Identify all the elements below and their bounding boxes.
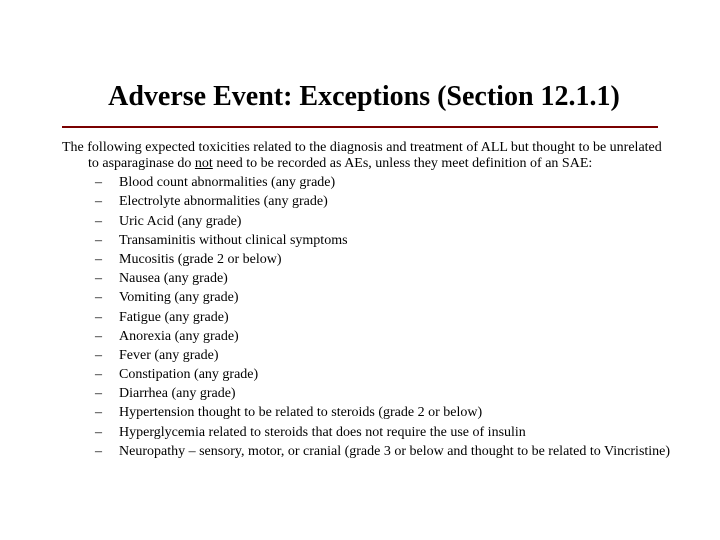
list-item-text: Diarrhea (any grade) xyxy=(119,386,236,402)
dash-bullet: – xyxy=(95,424,102,440)
dash-bullet: – xyxy=(95,347,102,363)
list-item xyxy=(62,425,672,441)
list-item xyxy=(62,175,672,191)
dash-bullet: – xyxy=(95,232,102,248)
list-item-text: Uric Acid (any grade) xyxy=(119,213,242,229)
list-item-text: Blood count abnormalities (any grade) xyxy=(119,175,336,191)
list-item-text: Nausea (any grade) xyxy=(119,271,228,287)
list-item-text: Electrolyte abnormalities (any grade) xyxy=(119,194,328,210)
list-item xyxy=(62,194,672,210)
list-item xyxy=(62,444,672,460)
dash-bullet: – xyxy=(95,251,102,267)
list-item xyxy=(62,290,672,306)
dash-bullet: – xyxy=(95,328,102,344)
list-item-text: Hypertension thought to be related to steroids (grade 2 or below) xyxy=(119,405,483,421)
list-item-text: Transaminitis without clinical symptoms xyxy=(119,232,348,248)
dash-bullet: – xyxy=(95,309,102,325)
list-item xyxy=(62,367,672,383)
list-item xyxy=(62,252,672,268)
list-item xyxy=(62,348,672,364)
list-item xyxy=(62,386,672,402)
intro-text-before: The following expected toxicities related to the diagnosis and treatment of ALL but thought to be unrelated to asparaginase do xyxy=(62,140,662,171)
intro-paragraph xyxy=(62,140,672,172)
slide-title: Adverse Event: Exceptions (Section 12.1.1) xyxy=(108,81,620,112)
list-item xyxy=(62,271,672,287)
list-item-text: Fatigue (any grade) xyxy=(119,309,229,325)
slide-body xyxy=(62,140,672,460)
toxicity-list xyxy=(62,175,672,460)
intro-text-after: need to be recorded as AEs, unless they meet definition of an SAE: xyxy=(212,156,593,171)
list-item-text: Mucositis (grade 2 or below) xyxy=(119,251,282,267)
dash-bullet: – xyxy=(95,443,102,459)
list-item-text: Vomiting (any grade) xyxy=(119,290,239,306)
list-item xyxy=(62,405,672,421)
dash-bullet: – xyxy=(95,213,102,229)
list-item-text: Fever (any grade) xyxy=(119,347,219,363)
list-item xyxy=(62,233,672,249)
list-item-text: Hyperglycemia related to steroids that does not require the use of insulin xyxy=(119,424,526,440)
dash-bullet: – xyxy=(95,386,102,402)
dash-bullet: – xyxy=(95,194,102,210)
list-item-text: Constipation (any grade) xyxy=(119,367,259,383)
intro-emphasis: not xyxy=(194,156,213,171)
list-item-text: Anorexia (any grade) xyxy=(119,328,239,344)
dash-bullet: – xyxy=(95,405,102,421)
list-item-text: Neuropathy – sensory, motor, or cranial (grade 3 or below and thought to be related to Vincristine) xyxy=(119,443,671,459)
list-item xyxy=(62,214,672,230)
list-item xyxy=(62,329,672,345)
list-item xyxy=(62,310,672,326)
dash-bullet: – xyxy=(95,367,102,383)
dash-bullet: – xyxy=(95,290,102,306)
title-divider xyxy=(62,126,658,128)
dash-bullet: – xyxy=(95,175,102,191)
dash-bullet: – xyxy=(95,271,102,287)
